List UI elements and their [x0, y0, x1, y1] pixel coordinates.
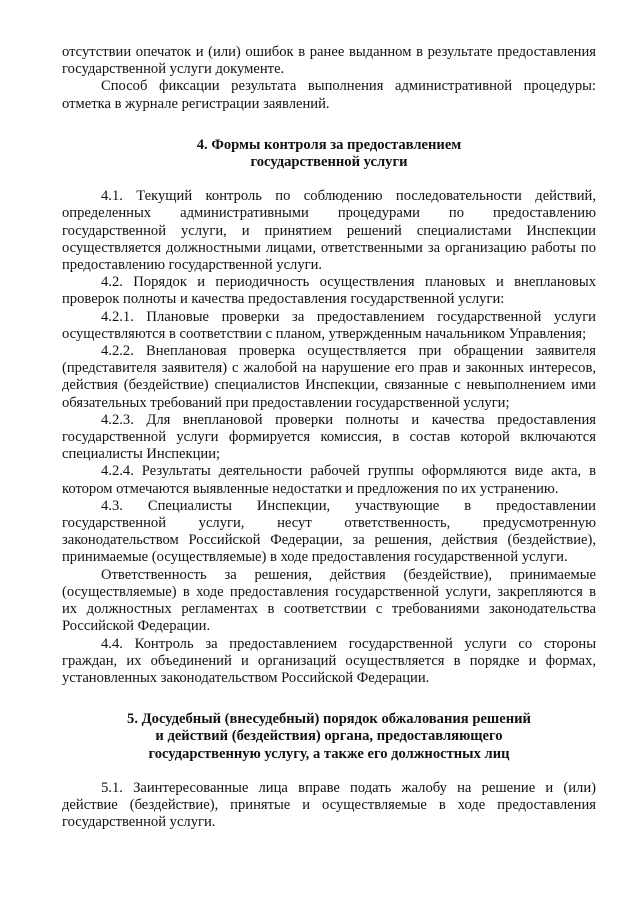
section-4-heading-line: государственной услуги — [250, 154, 408, 171]
section-5-heading — [62, 711, 596, 763]
section-5-heading-line: 5. Досудебный (внесудебный) порядок обжалования решений — [127, 711, 531, 728]
paragraph-fixation-method: Способ фиксации результата выполнения административной процедуры: отметка в журнале регистрации заявлений. — [62, 78, 596, 112]
section-5-heading-line: и действий (бездействия) органа, предоставляющего — [155, 728, 503, 745]
paragraph-4-3-responsibility: Ответственность за решения, действия (бездействие), принимаемые (осуществляемые) в ходе предоставления государственной услуги, закрепляются в их должностных регламентах в соответствии с требованиями законодательства Российской Федерации. — [62, 566, 596, 635]
paragraph-4-4: 4.4. Контроль за предоставлением государственной услуги со стороны граждан, их объединений и организаций осуществляется в порядке и формах, установленных законодательством Российской Федерации. — [62, 635, 596, 686]
paragraph-4-2-1: 4.2.1. Плановые проверки за предоставлением государственной услуги осуществляются в соответствии с планом, утвержденным начальником Управления; — [62, 308, 596, 342]
paragraph-4-1: 4.1. Текущий контроль по соблюдению последовательности действий, определенных административными процедурами по предоставлению государственной услуги, и принятием решений специалистами Инспекции осуществляется должностными лицами, ответственными за организацию работы по предоставлению государственной услуги. — [62, 188, 596, 274]
paragraph-4-2-2: 4.2.2. Внеплановая проверка осуществляется при обращении заявителя (представителя заявителя) с жалобой на нарушение его прав и законных интересов, действия (бездействие) специалистов Инспекции, связанные с невыполнением ими обязательных требований при предоставлении государственной услуги; — [62, 343, 596, 411]
paragraph-4-2: 4.2. Порядок и периодичность осуществления плановых и внеплановых проверок полноты и качества предоставления государственной услуги: — [62, 274, 596, 308]
paragraph-4-2-3: 4.2.3. Для внеплановой проверки полноты и качества предоставления государственной услуги формируется комиссия, в состав которой включаются специалисты Инспекции; — [62, 411, 596, 463]
section-5-heading-line: государственную услугу, а также его должностных лиц — [148, 745, 510, 762]
paragraph-5-1: 5.1. Заинтересованные лица вправе подать жалобу на решение и (или) действие (бездействие), принятые и осуществляемые в ходе предоставления государственной услуги. — [62, 779, 596, 831]
section-4-heading-line: 4. Формы контроля за предоставлением — [196, 136, 462, 153]
paragraph-continuation: отсутствии опечаток и (или) ошибок в ранее выданном в результате предоставления государственной услуги документе. — [62, 44, 596, 78]
paragraph-4-2-4: 4.2.4. Результаты деятельности рабочей группы оформляются виде акта, в котором отмечаются выявленные недостатки и предложения по их устранению. — [62, 463, 596, 497]
section-4-heading — [62, 137, 596, 171]
paragraph-4-3: 4.3. Специалисты Инспекции, участвующие в предоставлении государственной услуги, несут ответственность, предусмотренную законодательством Российской Федерации, за решения, действия (бездействие), принимаемые (осуществляемые) в ходе предоставления государственной услуги. — [62, 497, 596, 566]
